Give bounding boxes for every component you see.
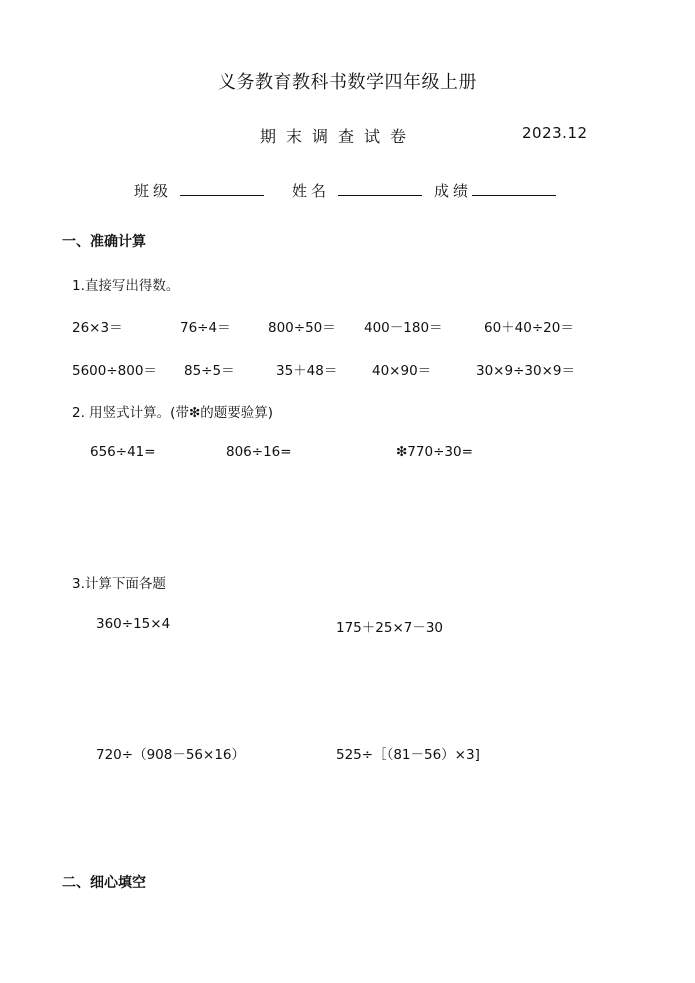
mixed-calc-problem: 360÷15×4 [96,616,171,632]
name-label: 姓名 [292,182,331,200]
score-blank[interactable] [472,181,556,196]
section-1-title: 一、准确计算 [62,234,146,250]
document-title: 义务教育教科书数学四年级上册 [218,72,477,93]
oral-problem: 30×9÷30×9＝ [476,363,575,379]
oral-problem: 400－180＝ [364,320,443,336]
vertical-calc-problem: ❇770÷30= [396,444,473,460]
mixed-calc-problem: 720÷（908－56×16） [96,747,246,763]
oral-problem: 85÷5＝ [184,363,235,379]
oral-problem: 40×90＝ [372,363,432,379]
section-2-title: 二、细心填空 [62,875,146,891]
exam-date: 2023.12 [522,124,588,142]
exam-subtitle: 期末调查试卷 [260,127,417,146]
oral-problem: 800÷50＝ [268,320,336,336]
class-blank[interactable] [180,181,264,196]
part-2-title: 2. 用竖式计算。(带❇的题要验算) [72,405,274,421]
oral-problem: 35＋48＝ [276,363,338,379]
class-label: 班级 [134,182,173,200]
oral-problem: 5600÷800＝ [72,363,157,379]
oral-problem: 60＋40÷20＝ [484,320,574,336]
vertical-calc-problem: 656÷41= [90,444,156,460]
score-label: 成绩 [434,182,473,200]
vertical-calc-problem: 806÷16= [226,444,292,460]
oral-problem: 76÷4＝ [180,320,231,336]
part-1-title: 1.直接写出得数。 [72,278,180,294]
part-3-title: 3.计算下面各题 [72,576,166,592]
oral-problem: 26×3＝ [72,320,123,336]
student-info-row [134,180,556,201]
mixed-calc-problem: 175＋25×7－30 [336,620,444,636]
mixed-calc-problem: 525÷［（81－56）×3] [336,747,480,763]
name-blank[interactable] [338,181,422,196]
